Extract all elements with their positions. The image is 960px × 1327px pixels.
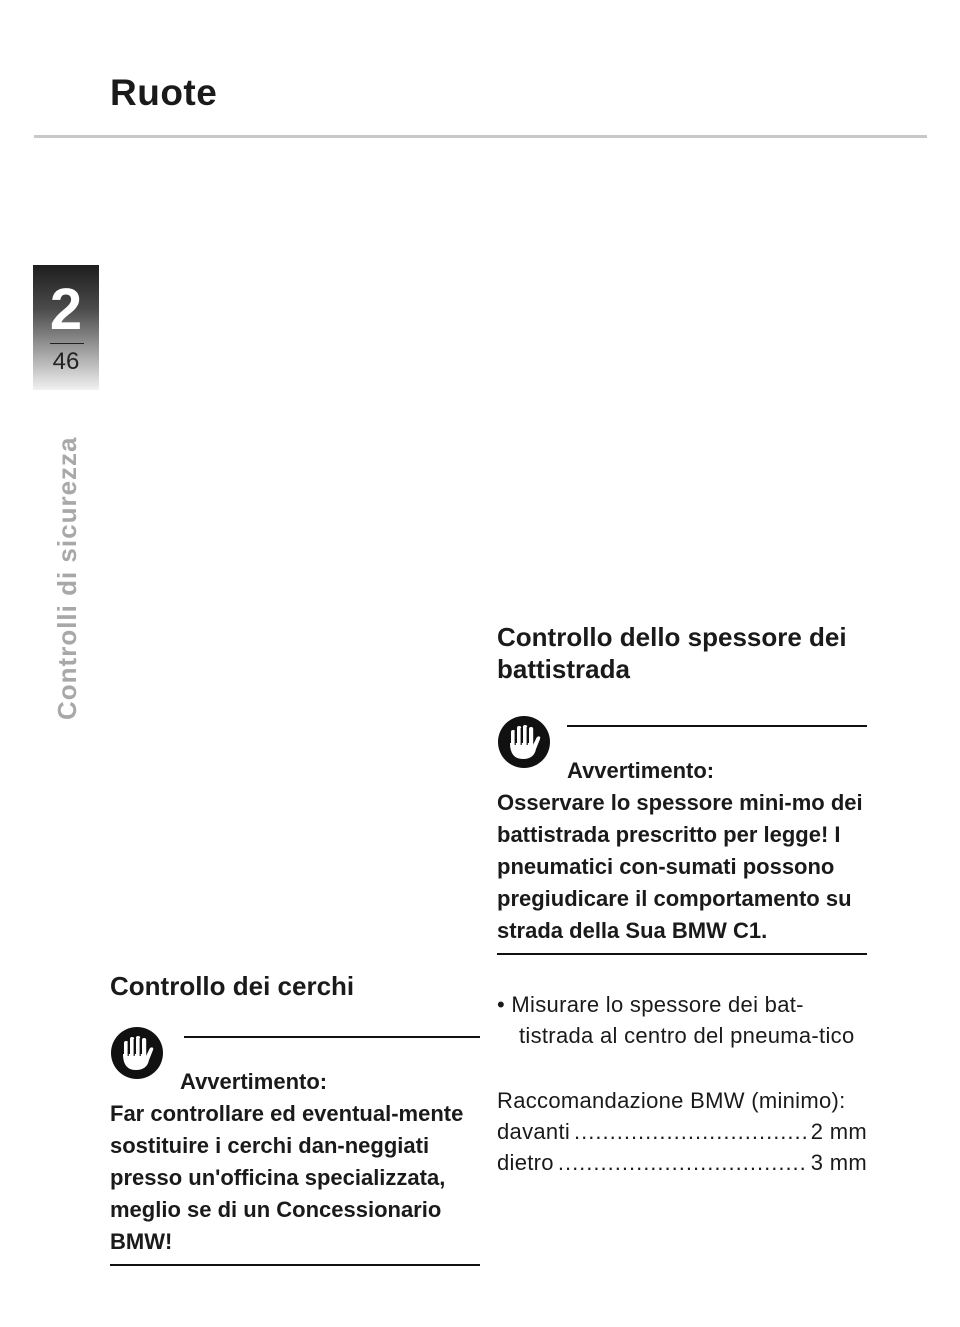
- chapter-tab: [33, 265, 99, 390]
- chapter-divider: [50, 343, 84, 344]
- rims-heading: Controllo dei cerchi: [110, 971, 355, 1001]
- warning-text: Osservare lo spessore mini-mo dei battistrada prescritto per legge! I pneumatici con-sumati possono pregiudicare il comportamento su strada della Sua BMW C1.: [497, 787, 867, 955]
- spec-label: davanti: [497, 1119, 571, 1144]
- rims-section: [110, 970, 480, 1266]
- rims-warning: [110, 1026, 480, 1266]
- spec-row-front: [497, 1116, 867, 1147]
- hand-stop-icon: [110, 1026, 164, 1080]
- header-divider: [34, 135, 927, 138]
- dot-leader: [574, 1116, 807, 1147]
- section-side-label: Controlli di sicurezza: [52, 436, 82, 720]
- spec-row-rear: [497, 1147, 867, 1178]
- warning-label: Avvertimento:: [180, 1069, 328, 1094]
- spec-value: 2 mm: [810, 1119, 867, 1144]
- spec-value: 3 mm: [810, 1150, 867, 1175]
- dot-leader: [558, 1147, 807, 1178]
- spec-label: dietro: [497, 1150, 554, 1175]
- hand-stop-icon: [497, 715, 551, 769]
- chapter-number: 2: [49, 277, 83, 342]
- warning-top-rule: [184, 1036, 480, 1038]
- warning-text: Far controllare ed eventual-mente sostituire i cerchi dan-neggiati presso un'officina specializzata, meglio se di un Concessionario BMW!: [110, 1098, 480, 1266]
- recommendation-label: Raccomandazione BMW (minimo):: [497, 1088, 846, 1113]
- warning-top-rule: [567, 725, 867, 727]
- tread-heading: Controllo dello spessore dei battistrada: [497, 622, 847, 684]
- tread-section: [497, 621, 867, 1178]
- tread-warning: [497, 715, 867, 955]
- warning-label: Avvertimento:: [567, 758, 715, 783]
- instruction-bullet: • Misurare lo spessore dei bat-tistrada al centro del pneuma-tico: [497, 992, 855, 1048]
- page-title: Ruote: [110, 72, 218, 113]
- page-number: 46: [52, 348, 80, 375]
